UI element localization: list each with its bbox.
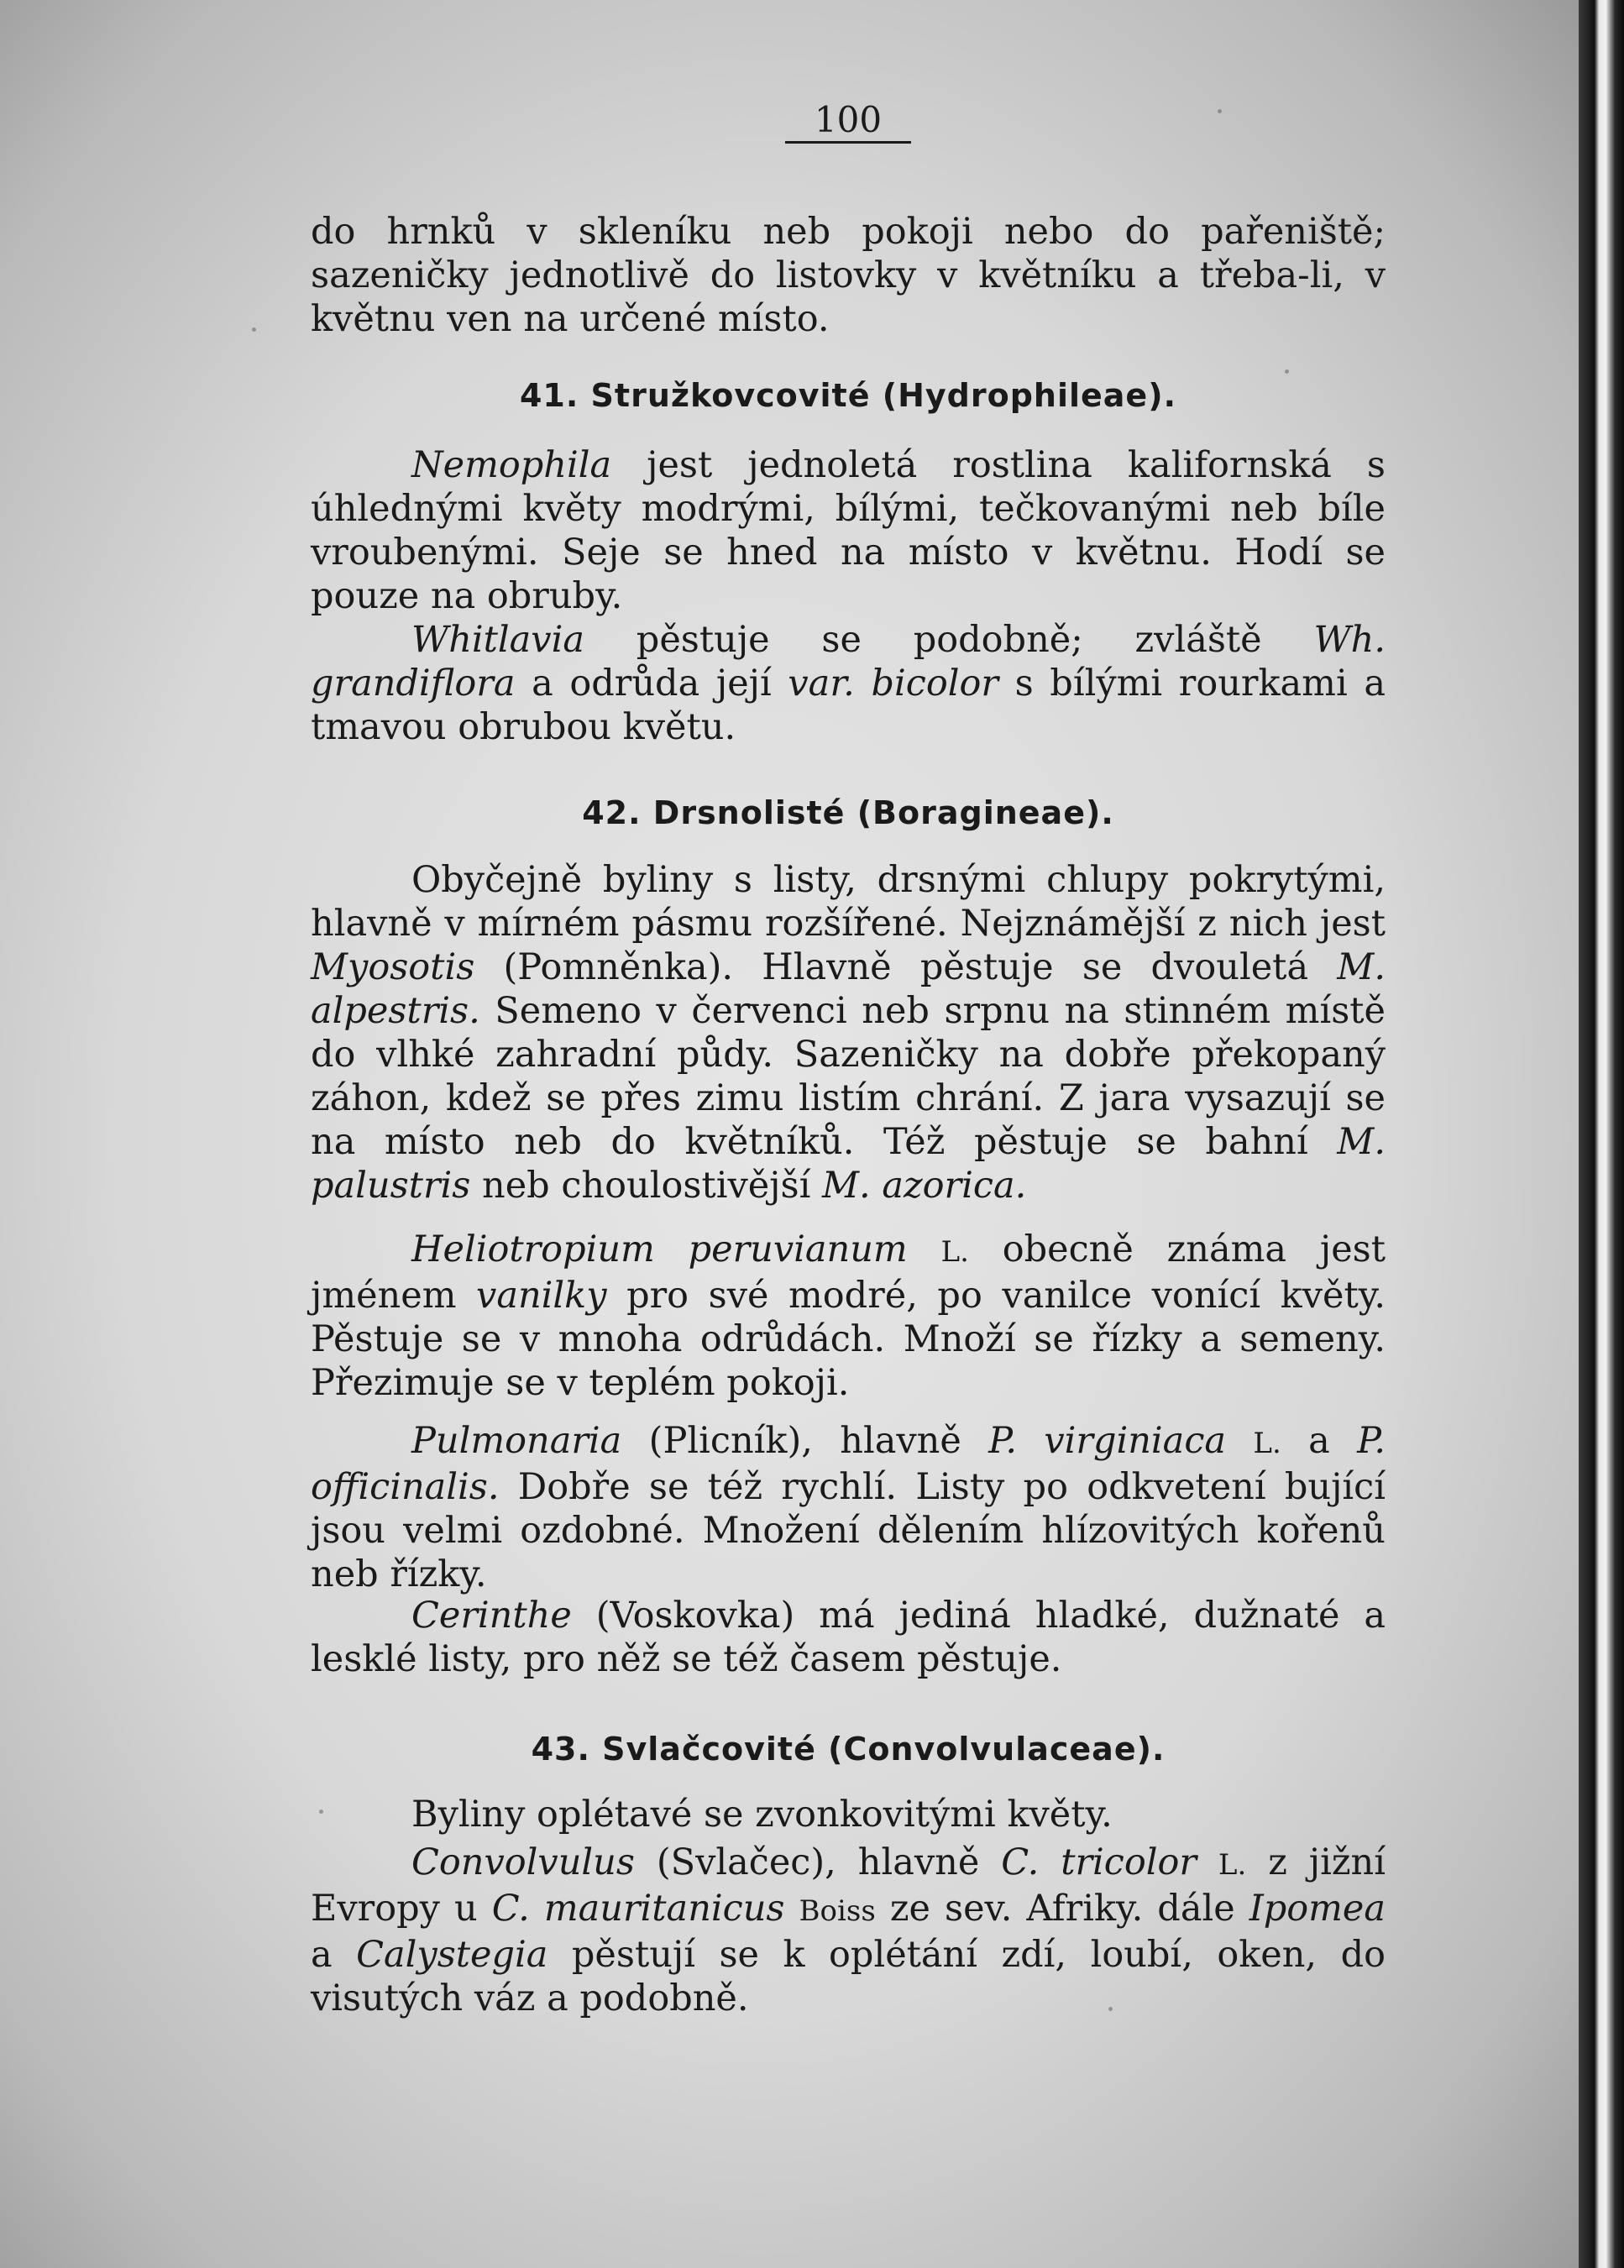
heliotropium-text-1: obecně známa jest jménem <box>311 1228 1386 1317</box>
convolvulus-text-5: pěstují se k oplétání zdí, loubí, oken, do visutých váz a podobně. <box>311 1934 1386 2019</box>
intro-text: do hrnků v skleníku neb pokoji nebo do pařeniště; sazeničky jednotlivě do listovky v květníku a třeba-li, v květnu ven na určené místo. <box>311 211 1386 340</box>
section-42-number: 42. <box>582 794 642 831</box>
cerinthe-genus: Cerinthe <box>411 1595 572 1637</box>
heliotropium-author: L. <box>940 1235 969 1269</box>
whitlavia-text-3: s bílými rourkami a tmavou obrubou květu. <box>311 663 1386 748</box>
convolvulaceae-paragraph <box>311 1793 1386 1836</box>
myosotis-azorica: M. azorica. <box>822 1165 1027 1207</box>
pulmonaria-text-3: Dobře se též rychlí. Listy po odkvetení bující jsou velmi ozdobné. Množení dělením hlízovitých kořenů neb řízky. <box>311 1466 1386 1595</box>
myosotis-palustris: M. palustris <box>311 1121 1386 1207</box>
section-41-heading <box>311 374 1386 417</box>
section-41-name: Stružkovcovité <box>590 377 871 414</box>
whitlavia-text-1: pěstuje se podobně; zvláště <box>584 619 1314 661</box>
section-41-latin: (Hydrophileae). <box>882 377 1177 414</box>
section-43-latin: (Convolvulaceae). <box>828 1731 1166 1768</box>
boragineae-text-3: Semeno v červenci neb srpnu na stinném místě do vlhké zahradní půdy. Sazeničky na dobře překopaný záhon, kdež se přes zimu listím chrání. Z jara vysazují se na místo neb do květníků. Též pěstuje se bahní <box>311 990 1386 1163</box>
nemophila-genus: Nemophila <box>411 444 612 486</box>
section-42-name: Drsnolisté <box>652 794 846 831</box>
whitlavia-text-2: a odrůda její <box>515 663 788 704</box>
whitlavia-variety: var. bicolor <box>788 663 998 704</box>
boragineae-text-2: (Pomněnka). Hlavně pěstuje se dvouletá <box>474 946 1338 988</box>
convolvulus-author-2: Boiss <box>799 1894 876 1928</box>
pulmonaria-text-1: (Plicník), hlavně <box>621 1420 989 1462</box>
intro-paragraph <box>311 210 1386 341</box>
section-43-heading <box>311 1727 1386 1771</box>
book-edge <box>1579 0 1624 2268</box>
convolvulus-mauritanicus: C. mauritanicus <box>491 1888 785 1930</box>
ipomea-genus: Ipomea <box>1249 1888 1386 1930</box>
whitlavia-paragraph <box>311 618 1386 749</box>
nemophila-text: jest jednoletá rostlina kalifornská s úhlednými květy modrými, bílými, tečkovanými neb bíle vroubenými. Seje se hned na místo v květnu. Hodí se pouze na obruby. <box>311 444 1386 617</box>
section-41-number: 41. <box>519 377 579 414</box>
section-43-number: 43. <box>531 1731 590 1768</box>
heliotropium-species: Heliotropium peruvianum <box>411 1228 908 1270</box>
paper-speck <box>1218 109 1222 113</box>
pulmonaria-virginiaca: P. virginiaca <box>988 1420 1227 1462</box>
boragineae-paragraph <box>311 858 1386 1207</box>
pulmonaria-text-2: a <box>1281 1420 1358 1462</box>
paper-speck <box>252 327 256 332</box>
whitlavia-species: Wh. grandiflora <box>311 619 1386 704</box>
cerinthe-paragraph <box>311 1594 1386 1681</box>
cerinthe-text: (Voskovka) má jediná hladké, dužnaté a lesklé listy, pro něž se též časem pěstuje. <box>311 1595 1386 1680</box>
convolvulaceae-text: Byliny oplétavé se zvonkovitými květy. <box>411 1794 1113 1836</box>
boragineae-text-1: Obyčejně byliny s listy, drsnými chlupy pokrytými, hlavně v mírném pásmu rozšířené. Nejznámější z nich jest <box>311 859 1386 945</box>
page-number: 100 <box>785 99 911 144</box>
pulmonaria-officinalis: P. officinalis. <box>311 1420 1386 1508</box>
section-43-name: Svlačcovité <box>602 1731 816 1768</box>
section-42-latin: (Boragineae). <box>857 794 1114 831</box>
pulmonaria-author: L. <box>1253 1427 1281 1460</box>
pulmonaria-genus: Pulmonaria <box>411 1420 622 1462</box>
whitlavia-genus: Whitlavia <box>411 619 584 661</box>
convolvulus-text-3: ze sev. Afriky. dále <box>875 1888 1249 1930</box>
myosotis-genus: Myosotis <box>311 946 475 988</box>
convolvulus-text-4: a <box>311 1934 357 1976</box>
convolvulus-text-1: (Svlačec), hlavně <box>634 1841 1002 1883</box>
pulmonaria-paragraph <box>311 1419 1386 1596</box>
convolvulus-genus: Convolvulus <box>411 1841 635 1883</box>
calystegia-genus: Calystegia <box>356 1934 548 1976</box>
myosotis-alpestris: M. alpestris. <box>311 946 1386 1032</box>
convolvulus-text-2: z jižní Evropy u <box>311 1841 1386 1930</box>
convolvulus-paragraph <box>311 1841 1386 2020</box>
heliotropium-text-2: pro své modré, po vanilce vonící květy. Pěstuje se v mnoha odrůdách. Množí se řízky a semeny. Přezimuje se v teplém pokoji. <box>311 1275 1386 1404</box>
vanilka-name: vanilky <box>476 1275 607 1317</box>
boragineae-text-4: neb choulostivější <box>470 1165 823 1207</box>
convolvulus-tricolor: C. tricolor <box>1001 1841 1197 1883</box>
nemophila-paragraph <box>311 443 1386 618</box>
convolvulus-author-1: L. <box>1218 1848 1247 1882</box>
section-42-heading <box>311 791 1386 835</box>
heliotropium-paragraph <box>311 1228 1386 1405</box>
